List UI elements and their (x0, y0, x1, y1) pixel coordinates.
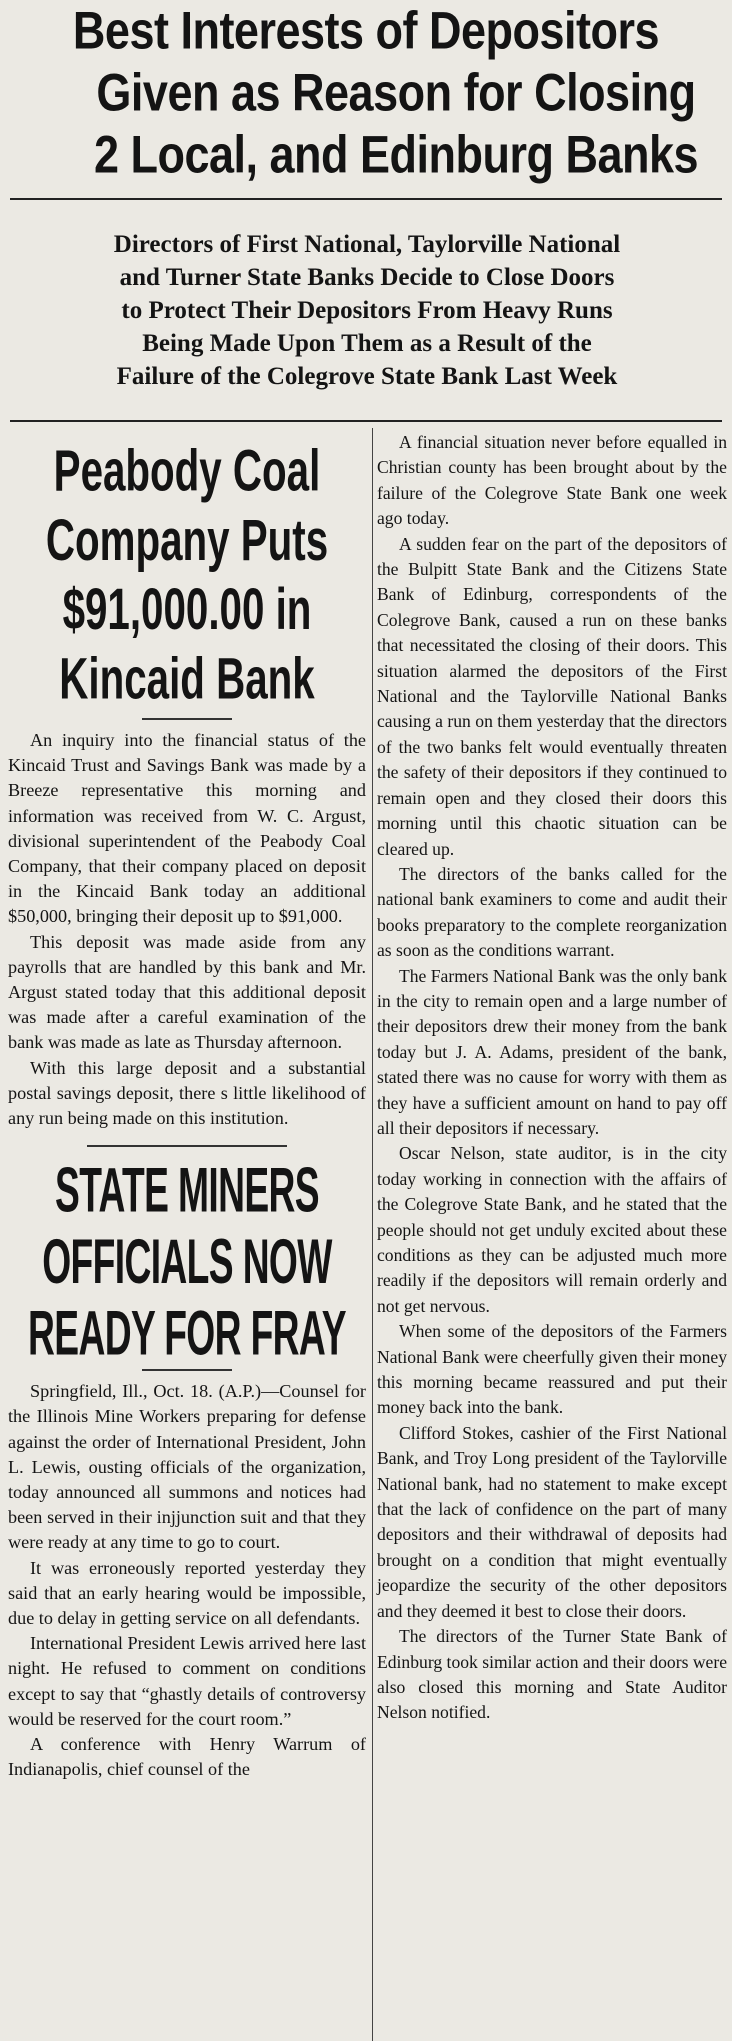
deck-line: Failure of the Colegrove State Bank Last Week (116, 363, 618, 390)
peabody-headline (7, 436, 367, 713)
article-paragraph: When some of the depositors of the Farmers National Bank were cheerfully given their money this morning became reassured and put their money back into the bank. (377, 1321, 727, 1418)
article-paragraph: International President Lewis arrived here last night. He refused to comment on conditions except to say that “ghastly details of controversy would be reserved for the court room.” (8, 1633, 366, 1729)
miners-article (8, 1379, 366, 1782)
miners-headline-line: OFFICIALS NOW (42, 1226, 332, 1297)
deck-divider (10, 420, 722, 422)
article-paragraph: A financial situation never before equalled in Christian county has been brought about by the failure of the Colegrove State Bank one week ago today. (377, 432, 727, 529)
article-paragraph: A conference with Henry Warrum of Indianapolis, chief counsel of the (8, 1734, 366, 1780)
article-paragraph: Oscar Nelson, state auditor, is in the city today working in connection with the affairs of the Colegrove State Bank, and he stated that the people should not get unduly excited about these conditions as they can be adjusted much more readily if the depositors will remain orderly and not get nervous. (377, 1143, 727, 1316)
miners-headline-line: STATE MINERS (54, 1155, 319, 1226)
miners-headline (7, 1155, 367, 1369)
left-column (8, 430, 366, 1783)
subheadline-deck (14, 228, 720, 393)
article-paragraph: The directors of the banks called for the national bank examiners to come and audit their books preparatory to the complete reorganization as soon as the conditions warrant. (377, 863, 727, 961)
article-paragraph: A sudden fear on the part of the depositors of the Bulpitt State Bank and the Citizens State Bank of Edinburg, correspondents of the Colegrove Bank, caused a run on these banks that necessitated the closing of their doors. This situation alarmed the depositors of the First National and the Taylorville National Banks causing a run on them yesterday that the directors of the two banks felt would eventually threaten the safety of their depositors if they continued to remain open and they closed their doors this morning until this chaotic situation can be cleared up. (377, 533, 727, 859)
deck-line: Directors of First National, Taylorville National (113, 231, 621, 258)
main-headline-line-3: 2 Local, and Edinburg Banks (93, 124, 699, 185)
story-divider (142, 718, 232, 720)
peabody-headline-line: Peabody Coal (53, 437, 321, 504)
headline-divider (10, 198, 722, 200)
article-paragraph: An inquiry into the financial status of the Kincaid Trust and Savings Bank was made by a Breeze representative this morning and information was received from W. C. Argust, divisional superintendent of the Peabody Coal Company, that their company placed on deposit in the Kincaid Bank today an additional $50,000, bringing their deposit up to $91,000. (8, 730, 366, 927)
peabody-headline-line: $91,000.00 in (62, 575, 312, 642)
article-paragraph: The directors of the Turner State Bank of Edinburg took similar action and their doors were also closed this morning and State Auditor Nelson notified. (377, 1626, 728, 1723)
peabody-headline-line: Company Puts (45, 506, 329, 573)
deck-line: Being Made Upon Them as a Result of the (142, 330, 592, 357)
main-headline-line-2: Given as Reason for Closing (96, 62, 696, 123)
main-headline-line-1: Best Interests of Depositors (72, 0, 660, 61)
article-paragraph: The Farmers National Bank was the only bank in the city to remain open and a large number of their depositors drew their money from the bank today but J. A. Adams, president of the bank, stated there was no cause for worry with them as they have a sufficient amount on hand to pay off all their depositors if necessary. (377, 965, 727, 1138)
article-paragraph: With this large deposit and a substantial postal savings deposit, there s little likelihood of any run being made on this institution. (8, 1057, 366, 1129)
peabody-article (8, 728, 366, 1131)
story-divider (142, 1369, 232, 1371)
story-divider (87, 1145, 287, 1147)
right-column (377, 430, 727, 1726)
bank-closing-article (377, 430, 727, 1726)
deck-line: and Turner State Banks Decide to Close Doors (119, 264, 615, 291)
miners-headline-line: READY FOR FRAY (28, 1298, 346, 1369)
article-paragraph: This deposit was made aside from any payrolls that are handled by this bank and Mr. Argust stated today that this additional deposit was made after a careful examination of the bank was made as late as Thursday afternoon. (8, 931, 366, 1053)
column-rule (372, 428, 373, 2041)
peabody-headline-line: Kincaid Bank (59, 644, 315, 712)
article-paragraph: Springfield, Ill., Oct. 18. (A.P.)—Counsel for the Illinois Mine Workers preparing for defense against the order of International President, John L. Lewis, ousting officials of the organization, today announced all summons and notices had been served in their injjunction suit and that they were ready at any time to go to court. (8, 1381, 366, 1553)
article-paragraph: Clifford Stokes, cashier of the First National Bank, and Troy Long president of the Taylorville National bank, had no statement to make except that the lack of confidence on the part of many depositors and their withdrawal of deposits had brought on a condition that might eventually jeopardize the security of the other depositors and they deemed it best to close their doors. (377, 1422, 727, 1621)
deck-line: to Protect Their Depositors From Heavy Runs (121, 297, 613, 324)
article-paragraph: It was erroneously reported yesterday they said that an early hearing would be impossible, due to delay in getting service on all defendants. (8, 1557, 366, 1629)
